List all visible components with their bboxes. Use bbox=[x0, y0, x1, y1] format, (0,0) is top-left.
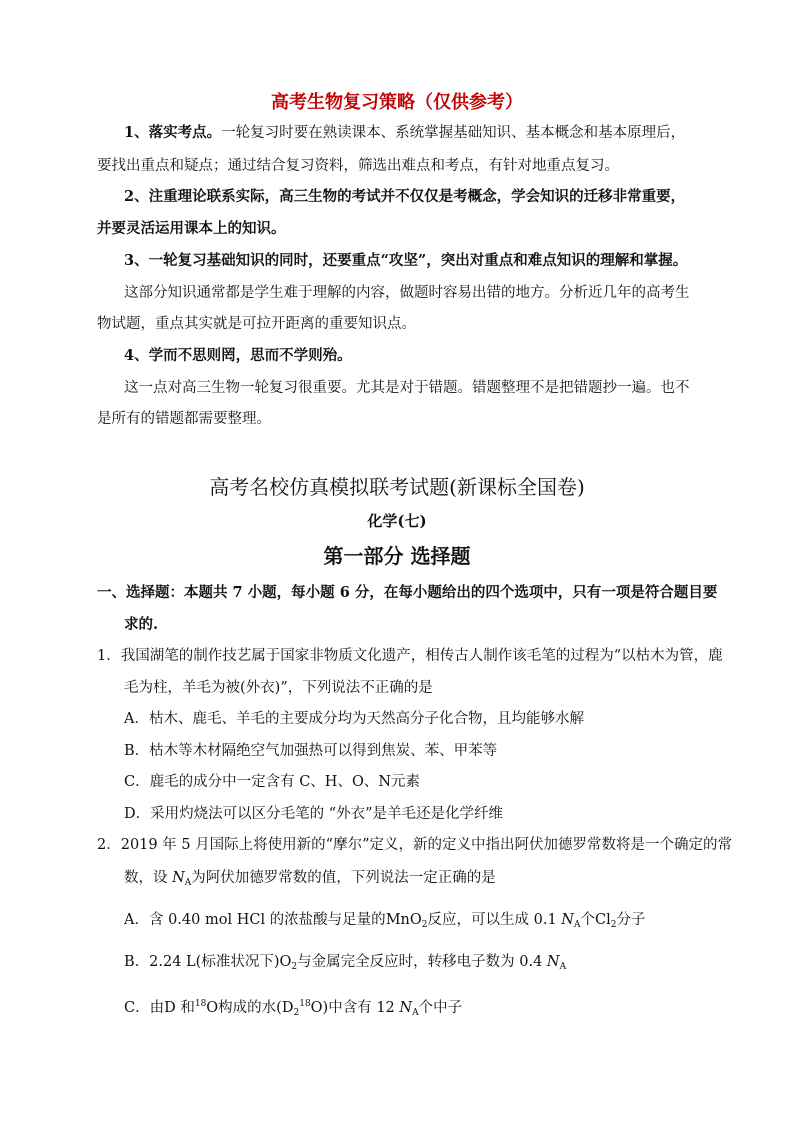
o2-subscript: 2 bbox=[291, 962, 298, 972]
strategy-p4-head: 4、学而不思则罔，思而不学则殆。 bbox=[124, 347, 352, 364]
mno2-formula: MnO bbox=[385, 912, 422, 928]
strategy-p1-line1 bbox=[124, 123, 685, 143]
o2-formula: O bbox=[279, 954, 292, 970]
na-symbol: N bbox=[399, 1000, 413, 1016]
strategy-p3-line2: 物试题，重点其实就是可拉开距离的重要知识点。 bbox=[97, 316, 416, 332]
q2-c-pre: C．由D 和 bbox=[124, 1000, 195, 1016]
strategy-p4-line2: 是所有的错题都需要整理。 bbox=[97, 411, 271, 427]
na-subscript: A bbox=[184, 878, 192, 888]
cl2-subscript: 2 bbox=[610, 920, 617, 930]
strategy-title: 高考生物复习策略（仅供参考） bbox=[271, 92, 523, 113]
q2-option-a bbox=[124, 910, 645, 935]
q2-a-post: 分子 bbox=[616, 912, 646, 928]
q1-option-a: A．枯木、鹿毛、羊毛的主要成分均为天然高分子化合物，且均能够水解 bbox=[124, 711, 584, 727]
q1-stem-line1: 1．我国湖笔的制作技艺属于国家非物质文化遗产，相传古人制作该毛笔的过程为“以枯木为管，鹿 bbox=[97, 648, 723, 664]
na-subscript: A bbox=[412, 1008, 419, 1018]
q1-stem-line2: 毛为柱，羊毛为被(外衣)”，下列说法不正确的是 bbox=[124, 680, 433, 696]
q1-option-d: D．采用灼烧法可以区分毛笔的 “外衣”是羊毛还是化学纤维 bbox=[124, 806, 504, 822]
instruction-line2: 求的. bbox=[124, 616, 159, 633]
na-subscript: A bbox=[559, 962, 567, 972]
q2-a-pre: A．含 0.40 mol HCl 的浓盐酸与足量的 bbox=[124, 912, 386, 928]
strategy-p1-rest: 一轮复习时要在熟读课本、系统掌握基础知识、基本概念和基本原理后， bbox=[221, 125, 686, 141]
q1-option-b: B．枯木等木材隔绝空气加强热可以得到焦炭、苯、甲苯等 bbox=[124, 743, 498, 759]
q2-stem-post: 为阿伏加德罗常数的值，下列说法一定正确的是 bbox=[191, 870, 496, 886]
na-symbol: N bbox=[546, 954, 560, 970]
q2-b-post: 与金属完全反应时，转移电子数为 0.4 bbox=[297, 954, 547, 970]
q2-c-o: O构成的水( bbox=[206, 1000, 282, 1016]
strategy-p2-line1: 2、注重理论联系实际，高三生物的考试并不仅仅是考概念，学会知识的迁移非常重要， bbox=[124, 188, 686, 205]
cl2-formula: Cl bbox=[594, 912, 611, 928]
q2-option-b bbox=[124, 952, 566, 977]
strategy-p2-line2: 并要灵活运用课本上的知识。 bbox=[97, 220, 286, 237]
strategy-p1-line2: 要找出重点和疑点；通过结合复习资料，筛选出难点和考点，有针对地重点复习。 bbox=[97, 158, 619, 174]
d2-formula: D bbox=[281, 1000, 294, 1016]
q2-c-o2: O)中含有 12 bbox=[310, 1000, 400, 1016]
o18-superscript: 18 bbox=[194, 999, 207, 1009]
d2-subscript: 2 bbox=[293, 1008, 300, 1018]
mno2-subscript: 2 bbox=[421, 920, 428, 930]
exam-title: 高考名校仿真模拟联考试题(新课标全国卷) bbox=[209, 475, 585, 499]
q2-stem-line1: 2．2019 年 5 月国际上将使用新的“摩尔”定义，新的定义中指出阿伏加德罗常数将是一个确定的常 bbox=[97, 837, 733, 853]
strategy-p3-line1: 这部分知识通常都是学生难于理解的内容，做题时容易出错的地方。分析近几年的高考生 bbox=[124, 285, 690, 301]
q2-a-mid: 反应，可以生成 0.1 bbox=[427, 912, 562, 928]
q1-option-c: C．鹿毛的成分中一定含有 C、H、O、N元素 bbox=[124, 774, 421, 790]
section-heading: 第一部分 选择题 bbox=[323, 544, 471, 568]
q2-option-c bbox=[124, 994, 462, 1023]
instruction-line1: 一、选择题：本题共 7 小题，每小题 6 分，在每小题给出的四个选项中，只有一项是符合题目要 bbox=[97, 584, 718, 601]
na-subscript: A bbox=[573, 920, 581, 930]
o18b-superscript: 18 bbox=[299, 999, 311, 1009]
q2-b-pre: B．2.24 L(标准状况下) bbox=[124, 954, 280, 970]
q2-stem-pre: 数，设 bbox=[124, 870, 173, 886]
exam-subject: 化学(七) bbox=[367, 512, 427, 530]
strategy-p1-head: 1、落实考点。 bbox=[124, 124, 222, 141]
strategy-p4-line1: 这一点对高三生物一轮复习很重要。尤其是对于错题。错题整理不是把错题抄一遍。也不 bbox=[124, 380, 690, 396]
q2-a-mid2: 个 bbox=[580, 912, 595, 928]
strategy-p3-head: 3、一轮复习基础知识的同时，还要重点“攻坚”，突出对重点和难点知识的理解和掌握。 bbox=[124, 252, 688, 269]
na-symbol: N bbox=[172, 870, 185, 886]
q2-stem-line2 bbox=[124, 868, 496, 893]
q2-c-post: 个中子 bbox=[418, 1000, 463, 1016]
na-symbol: N bbox=[561, 912, 574, 928]
